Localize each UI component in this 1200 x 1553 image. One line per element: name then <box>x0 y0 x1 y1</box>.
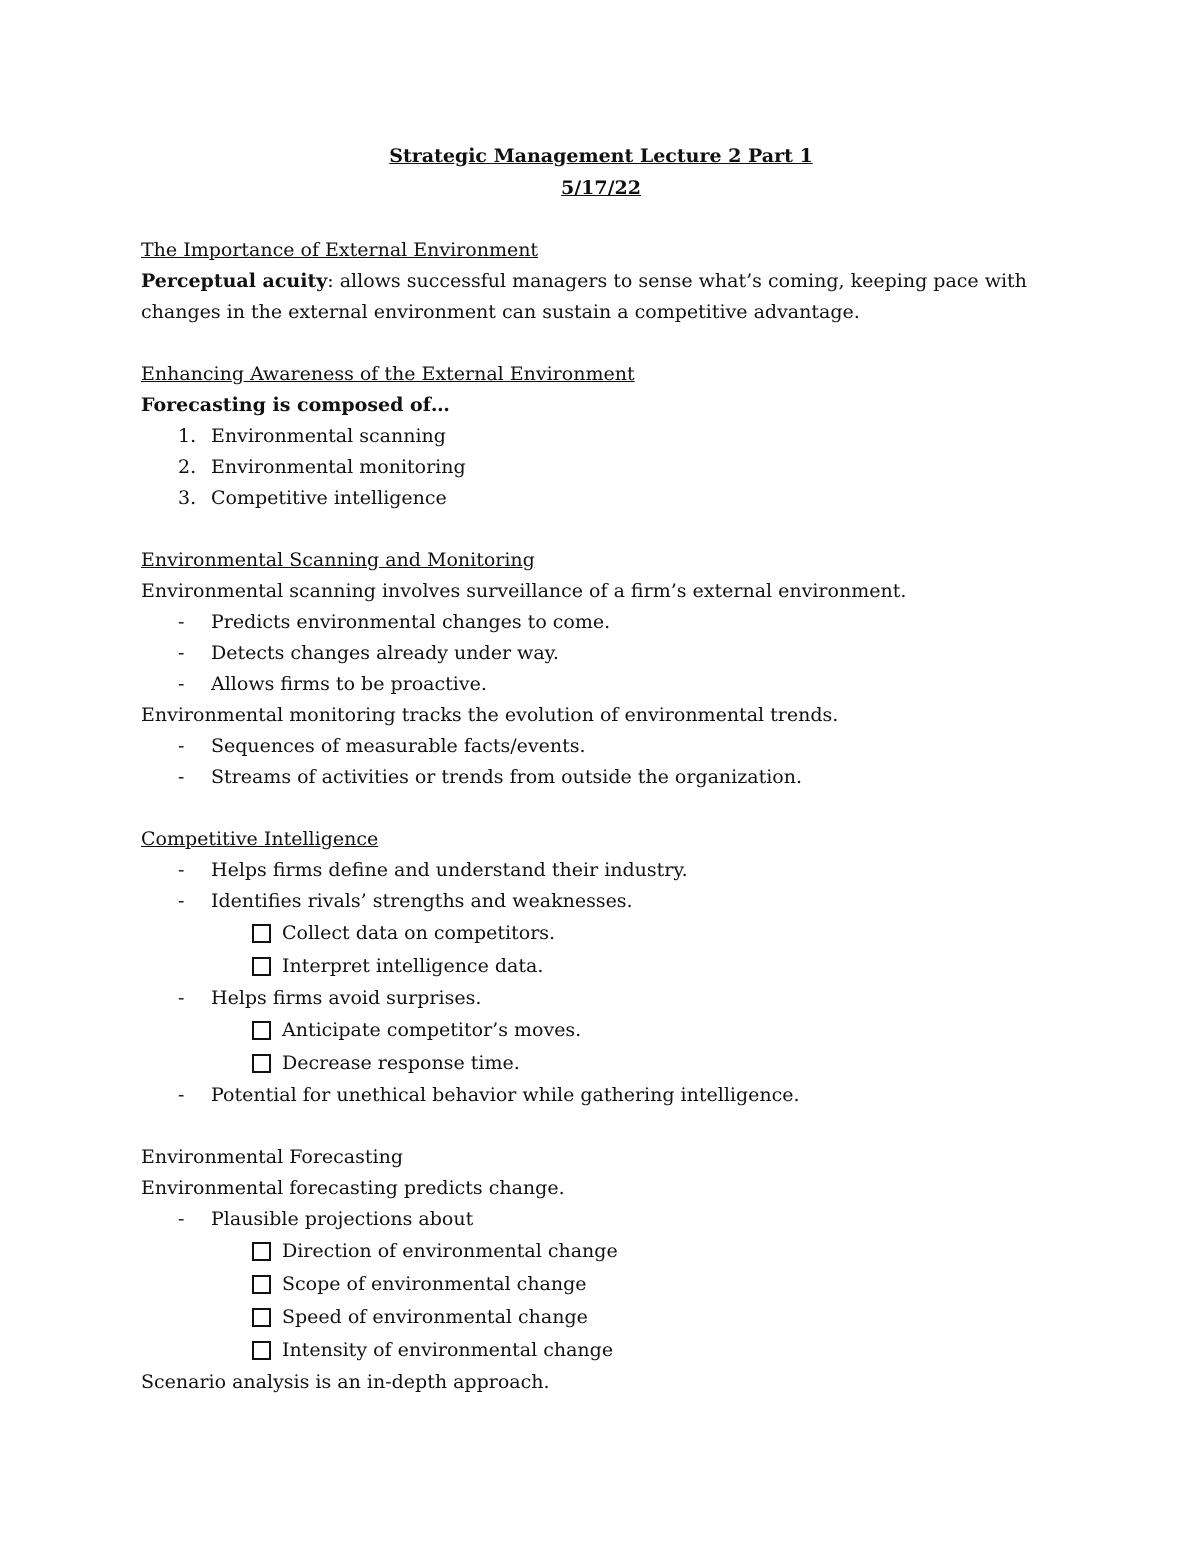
monitoring-intro: Environmental monitoring tracks the evolution of environmental trends. <box>141 704 839 726</box>
list-item <box>141 1014 1061 1047</box>
list-text: Anticipate competitor’s moves. <box>282 1019 582 1041</box>
section-heading-scanning: Environmental Scanning and Monitoring <box>141 549 535 571</box>
list-item <box>141 1047 1061 1080</box>
list-item <box>141 1301 1061 1334</box>
dash-bullet: - <box>178 890 185 912</box>
dash-bullet: - <box>178 766 185 788</box>
list-text: Intensity of environmental change <box>282 1339 614 1361</box>
list-text: Decrease response time. <box>282 1052 520 1074</box>
date-line: 5/17/22 <box>561 177 641 199</box>
list-text: Interpret intelligence data. <box>282 955 544 977</box>
dash-bullet: - <box>178 611 185 633</box>
list-text: Helps firms avoid surprises. <box>211 987 482 1009</box>
list-text: Predicts environmental changes to come. <box>211 611 611 633</box>
empty-square-icon <box>252 1275 271 1294</box>
checkbox-list <box>141 1014 1061 1080</box>
list-text: Scope of environmental change <box>282 1273 587 1295</box>
list-item <box>141 452 1061 483</box>
list-item <box>141 1334 1061 1367</box>
scenario-analysis-line: Scenario analysis is an in-depth approach. <box>141 1371 550 1393</box>
definition-text: : allows successful managers to sense what’s coming, keeping pace with changes in the external environment can sustain a competitive advantage. <box>141 270 1027 323</box>
empty-square-icon <box>252 1242 271 1261</box>
checkbox-list <box>141 917 1061 983</box>
list-text: Competitive intelligence <box>211 487 447 509</box>
list-item <box>141 762 1061 793</box>
checkbox-list <box>141 1235 1061 1367</box>
empty-square-icon <box>252 1021 271 1040</box>
dash-bullet: - <box>178 642 185 664</box>
list-number: 3. <box>178 487 197 509</box>
scanning-intro: Environmental scanning involves surveillance of a firm’s external environment. <box>141 580 907 602</box>
list-text: Plausible projections about <box>211 1208 474 1230</box>
list-text: Identifies rivals’ strengths and weaknesses. <box>211 890 633 912</box>
list-item <box>141 638 1061 669</box>
list-text: Potential for unethical behavior while gathering intelligence. <box>211 1084 800 1106</box>
dash-list <box>141 1204 1061 1235</box>
list-text: Helps firms define and understand their industry. <box>211 859 688 881</box>
empty-square-icon <box>252 924 271 943</box>
list-item <box>141 1268 1061 1301</box>
dash-bullet: - <box>178 735 185 757</box>
perceptual-acuity-paragraph <box>141 266 1061 328</box>
list-text: Sequences of measurable facts/events. <box>211 735 586 757</box>
empty-square-icon <box>252 1341 271 1360</box>
list-item <box>141 731 1061 762</box>
dash-bullet: - <box>178 987 185 1009</box>
dash-bullet: - <box>178 1208 185 1230</box>
list-number: 1. <box>178 425 197 447</box>
dash-list <box>141 983 1061 1014</box>
section-heading-intelligence: Competitive Intelligence <box>141 828 379 850</box>
list-item <box>141 983 1061 1014</box>
numbered-list <box>141 421 1061 514</box>
list-item <box>141 1235 1061 1268</box>
dash-list <box>141 855 1061 917</box>
term-perceptual-acuity: Perceptual acuity <box>141 270 328 292</box>
list-text: Direction of environmental change <box>282 1240 618 1262</box>
section-heading-external: The Importance of External Environment <box>141 239 539 261</box>
list-item <box>141 886 1061 917</box>
list-text: Speed of environmental change <box>282 1306 588 1328</box>
dash-bullet: - <box>178 1084 185 1106</box>
empty-square-icon <box>252 1054 271 1073</box>
dash-list <box>141 1080 1061 1111</box>
empty-square-icon <box>252 957 271 976</box>
list-item <box>141 950 1061 983</box>
list-text: Allows firms to be proactive. <box>211 673 487 695</box>
list-item <box>141 855 1061 886</box>
list-text: Streams of activities or trends from outside the organization. <box>211 766 803 788</box>
list-item <box>141 1204 1061 1235</box>
dash-list <box>141 607 1061 700</box>
empty-square-icon <box>252 1308 271 1327</box>
list-item <box>141 607 1061 638</box>
dash-bullet: - <box>178 859 185 881</box>
list-item <box>141 421 1061 452</box>
list-item <box>141 917 1061 950</box>
list-text: Collect data on competitors. <box>282 922 556 944</box>
dash-list <box>141 731 1061 793</box>
section-heading-forecasting: Environmental Forecasting <box>141 1146 403 1168</box>
list-item <box>141 669 1061 700</box>
list-number: 2. <box>178 456 197 478</box>
list-text: Environmental monitoring <box>211 456 466 478</box>
section-heading-awareness: Enhancing Awareness of the External Environment <box>141 363 635 385</box>
list-text: Detects changes already under way. <box>211 642 559 664</box>
list-item <box>141 1080 1061 1111</box>
title-line: Strategic Management Lecture 2 Part 1 <box>389 145 813 167</box>
document-title <box>141 140 1061 204</box>
document-body <box>141 140 1061 1398</box>
dash-bullet: - <box>178 673 185 695</box>
forecasting-intro: Environmental forecasting predicts change. <box>141 1177 565 1199</box>
list-item <box>141 483 1061 514</box>
list-text: Environmental scanning <box>211 425 446 447</box>
forecasting-line: Forecasting is composed of… <box>141 394 450 416</box>
